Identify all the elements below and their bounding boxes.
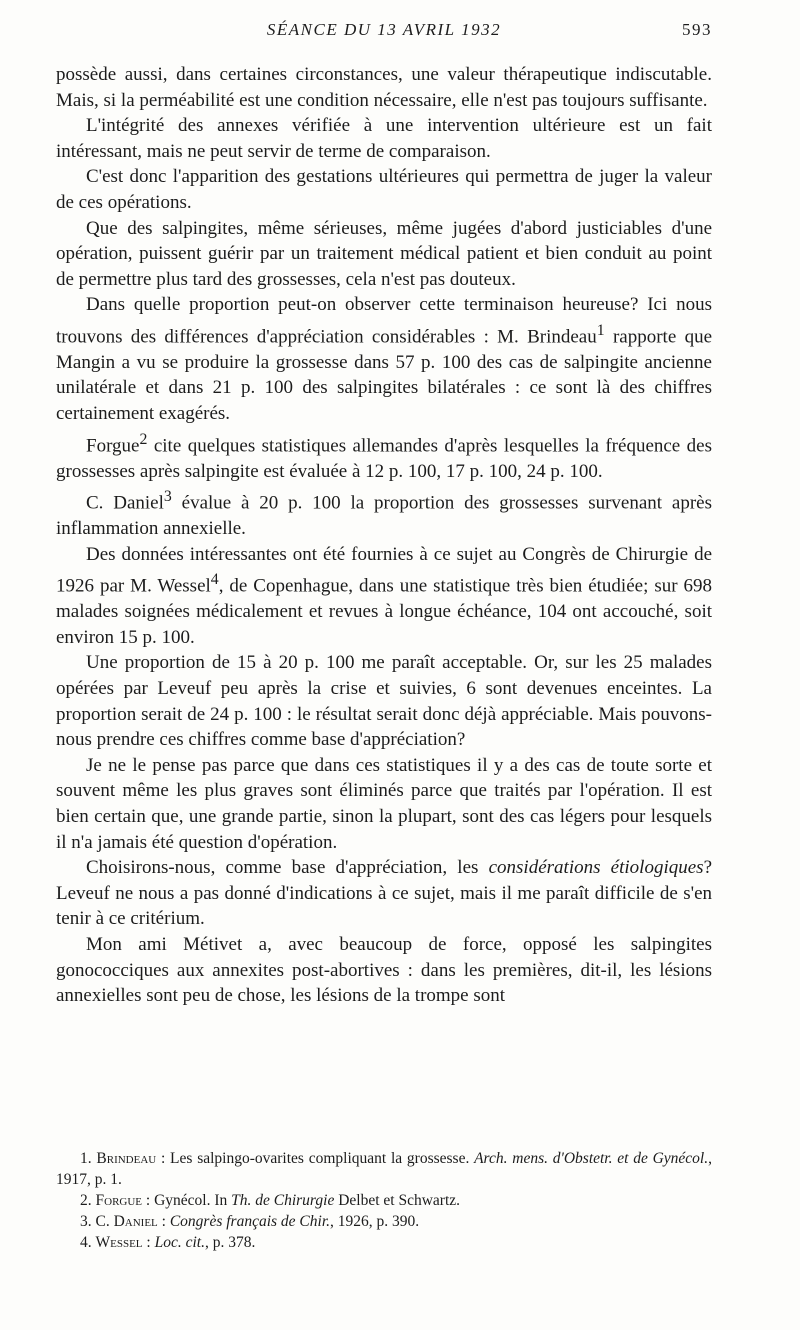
footnote — [56, 1211, 712, 1232]
footnote-text: , 1917, p. 1. — [56, 1150, 712, 1188]
footnote-number: 4. — [80, 1234, 92, 1251]
footnote-number: 2. — [80, 1192, 92, 1209]
footnote-text: , 1926, p. 390. — [330, 1213, 420, 1230]
paragraph: C'est donc l'apparition des gestations ultérieures qui permettra de juger la valeur de ces opérations. — [56, 166, 712, 213]
footnote-number: 3. — [80, 1213, 92, 1230]
paragraph-text: Des données intéressantes ont été fournies à ce sujet au Congrès de Chirurgie de 1926 par M. Wessel — [56, 543, 712, 597]
footnote-text: , p. 378. — [204, 1234, 256, 1251]
footnote-ref: 2 — [139, 430, 148, 448]
footnote-number: 1. — [80, 1150, 92, 1167]
footnote-author: Wessel — [95, 1234, 143, 1251]
page-number: 593 — [682, 20, 712, 39]
paragraph — [56, 484, 712, 542]
paragraph-text: Dans quelle proportion peut-on observer cette terminaison heureuse? Ici nous trouvons des différences d'appréciation considérables : M. Brindeau — [56, 294, 712, 348]
paragraph-text: , de Copenhague, dans une statistique très bien étudiée; sur 698 malades soignées médicalement et revues à longue échéance, 104 ont accouché, soit environ 15 p. 100. — [56, 575, 712, 648]
footnote-author: Brindeau — [96, 1150, 157, 1167]
paragraph — [56, 542, 712, 651]
paragraph: Une proportion de 15 à 20 p. 100 me paraît acceptable. Or, sur les 25 malades opérées par Leveuf peu après la crise et suivies, 6 sont devenues enceintes. La proportion serait de 24 p. 100 : le résultat serait donc déjà appréciable. Mais pouvons-nous prendre ces chiffres comme base d'appréciation? — [56, 652, 712, 751]
footnote-source: Congrès français de Chir. — [169, 1213, 331, 1230]
paragraph-text: Choisirons-nous, comme base d'appréciation, les — [86, 857, 489, 879]
footnote-text: : — [142, 1234, 155, 1251]
footnote — [56, 1232, 712, 1253]
footnote-text: Delbet et Schwartz. — [334, 1192, 461, 1209]
footnote-text: : Les salpingo-ovarites compliquant la grossesse. — [156, 1150, 475, 1167]
paragraph: possède aussi, dans certaines circonstances, une valeur thérapeutique indiscutable. Mais, si la perméabilité est une condition nécessaire, elle n'est pas toujours suffisante. — [56, 64, 712, 111]
footnote-source: Loc. cit. — [154, 1234, 205, 1251]
footnote-ref: 3 — [163, 488, 172, 506]
paragraph-text: évalue à 20 p. 100 la proportion des grossesses survenant après inflammation annexielle. — [56, 492, 712, 540]
paragraph: Que des salpingites, même sérieuses, même jugées d'abord justiciables d'une opération, puissent guérir par un traitement médical patient et bien conduit au point de permettre plus tard des grossesses, cela n'est pas douteux. — [56, 217, 712, 290]
paragraph-text: ? Leveuf ne nous a pas donné d'indications à ce sujet, mais il me paraît difficile de s'en tenir à ce critérium. — [56, 857, 712, 930]
emphasis: considérations étiologiques — [488, 857, 704, 879]
footnote-text: : — [157, 1213, 170, 1230]
footnotes — [56, 1148, 712, 1253]
header-title: SÉANCE DU 13 AVRIL 1932 — [266, 20, 502, 39]
paragraph: Mon ami Métivet a, avec beaucoup de force, opposé les salpingites gonococciques aux annexites post-abortives : dans les premières, dit-il, les lésions annexielles sont peu de chose, les lésions de la trompe sont — [56, 933, 712, 1007]
paragraph: L'intégrité des annexes vérifiée à une intervention ultérieure est un fait intéressant, mais ne peut servir de terme de comparaison. — [56, 115, 712, 162]
footnote-author: C. Daniel — [95, 1213, 158, 1230]
body-text — [56, 62, 712, 1009]
paragraph: Je ne le pense pas parce que dans ces statistiques il y a des cas de toute sorte et souvent même les plus graves sont éliminés parce que traités par l'opération. Il est bien certain que, une grande partie, sinon la plupart, sont des cas légers pour lesquels il n'a jamais été question d'opération. — [56, 754, 712, 853]
paragraph-text: rapporte que Mangin a vu se produire la grossesse dans 57 p. 100 des cas de salpingite ancienne unilatérale et dans 21 p. 100 des salpingites bilatérales : ce sont là des chiffres certainement exagérés. — [56, 326, 712, 425]
paragraph-text: C. Daniel — [86, 492, 164, 514]
footnote — [56, 1148, 712, 1190]
footnote-ref: 4 — [210, 571, 219, 589]
footnote-source: Arch. mens. d'Obstetr. et de Gynécol. — [474, 1150, 709, 1167]
paragraph — [56, 855, 712, 932]
footnote-author: Forgue — [95, 1192, 143, 1209]
running-header — [56, 20, 712, 44]
footnote-source: Th. de Chirurgie — [231, 1192, 335, 1209]
footnote-text: : Gynécol. In — [142, 1192, 232, 1209]
paragraph-text: cite quelques statistiques allemandes d'après lesquelles la fréquence des grossesses après salpingite est évaluée à 12 p. 100, 17 p. 100, 24 p. 100. — [56, 434, 712, 482]
footnote-ref: 1 — [596, 321, 605, 339]
footnote — [56, 1190, 712, 1211]
paragraph — [56, 292, 712, 426]
paragraph — [56, 427, 712, 485]
paragraph-text: Forgue — [86, 434, 140, 456]
